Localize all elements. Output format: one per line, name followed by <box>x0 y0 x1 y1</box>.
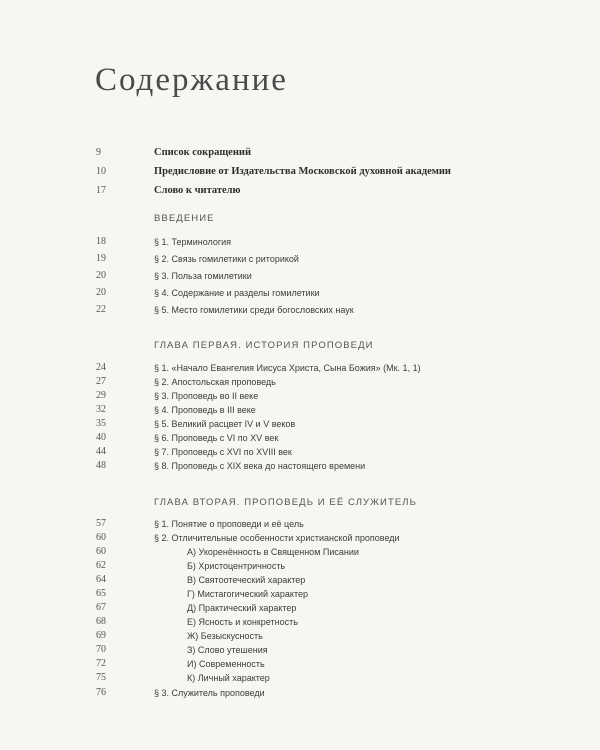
page-number: 35 <box>96 418 106 429</box>
entry-title: Слово к читателю <box>154 185 241 196</box>
entry-title: § 5. Место гомилетики среди богословских наук <box>154 305 354 315</box>
toc-entry <box>0 269 600 283</box>
entry-title: § 3. Проповедь во II веке <box>154 391 259 401</box>
page-number: 76 <box>96 687 106 698</box>
entry-title: § 2. Апостольская проповедь <box>154 377 276 387</box>
page-number: 72 <box>96 658 106 669</box>
entry-title: § 5. Великий расцвет IV и V веков <box>154 419 296 429</box>
page-number: 65 <box>96 588 106 599</box>
toc-subentry <box>0 587 600 601</box>
page-number: 67 <box>96 602 106 613</box>
entry-title: В) Святоотеческий характер <box>187 575 306 585</box>
page-number: 75 <box>96 672 106 683</box>
page-number: 24 <box>96 362 106 373</box>
toc-entry <box>0 686 600 700</box>
toc-entry <box>0 303 600 317</box>
toc-subentry <box>0 671 600 685</box>
entry-title: § 3. Служитель проповеди <box>154 688 265 698</box>
toc-entry <box>0 417 600 431</box>
page-number: 20 <box>96 287 106 298</box>
page-number: 18 <box>96 236 106 247</box>
section-heading-introduction: ВВЕДЕНИЕ <box>154 213 215 224</box>
entry-title: § 2. Связь гомилетики с риторикой <box>154 254 299 264</box>
page-number: 60 <box>96 546 106 557</box>
entry-title: Д) Практический характер <box>187 603 297 613</box>
entry-title: § 4. Проповедь в III веке <box>154 405 256 415</box>
toc-entry <box>0 286 600 300</box>
page-number: 27 <box>96 376 106 387</box>
page-number: 48 <box>96 460 106 471</box>
toc-subentry <box>0 601 600 615</box>
toc-subentry <box>0 657 600 671</box>
toc-entry <box>0 459 600 473</box>
toc-entry <box>0 361 600 375</box>
page-number: 70 <box>96 644 106 655</box>
page-number: 10 <box>96 166 106 177</box>
entry-title: И) Современность <box>187 659 265 669</box>
toc-subentry <box>0 643 600 657</box>
page-number: 20 <box>96 270 106 281</box>
entry-title: Б) Христоцентричность <box>187 561 286 571</box>
section-heading-chapter-1: ГЛАВА ПЕРВАЯ. ИСТОРИЯ ПРОПОВЕДИ <box>154 340 374 351</box>
entry-title: Предисловие от Издательства Московской духовной академии <box>154 166 451 177</box>
page-number: 32 <box>96 404 106 415</box>
entry-title: § 1. Понятие о проповеди и её цель <box>154 519 304 529</box>
page-number: 57 <box>96 518 106 529</box>
entry-title: З) Слово утешения <box>187 645 268 655</box>
toc-entry <box>0 403 600 417</box>
entry-title: Ж) Безыскусность <box>187 631 263 641</box>
page-number: 19 <box>96 253 106 264</box>
entry-title: Г) Мистагогический характер <box>187 589 308 599</box>
toc-subentry <box>0 615 600 629</box>
page-number: 64 <box>96 574 106 585</box>
entry-title: К) Личный характер <box>187 673 270 683</box>
page-number: 40 <box>96 432 106 443</box>
entry-title: Е) Ясность и конкретность <box>187 617 298 627</box>
page-number: 9 <box>96 147 101 158</box>
toc-entry <box>0 517 600 531</box>
entry-title: § 4. Содержание и разделы гомилетики <box>154 288 320 298</box>
entry-title: § 3. Польза гомилетики <box>154 271 252 281</box>
toc-subentry <box>0 573 600 587</box>
page-title: Содержание <box>95 62 288 98</box>
toc-entry <box>0 146 600 160</box>
toc-entry <box>0 252 600 266</box>
toc-entry <box>0 431 600 445</box>
toc-entry <box>0 375 600 389</box>
toc-subentry <box>0 545 600 559</box>
entry-title: А) Укоренённость в Священном Писании <box>187 547 359 557</box>
entry-title: § 7. Проповедь с XVI по XVIII век <box>154 447 292 457</box>
toc-entry <box>0 165 600 179</box>
entry-title: Список сокращений <box>154 147 251 158</box>
toc-entry <box>0 389 600 403</box>
toc-entry <box>0 531 600 545</box>
toc-entry <box>0 184 600 198</box>
entry-title: § 1. «Начало Евангелия Иисуса Христа, Сына Божия» (Мк. 1, 1) <box>154 363 421 373</box>
page-number: 69 <box>96 630 106 641</box>
entry-title: § 1. Терминология <box>154 237 232 247</box>
page-number: 22 <box>96 304 106 315</box>
entry-title: § 6. Проповедь с VI по XV век <box>154 433 279 443</box>
page-number: 44 <box>96 446 106 457</box>
toc-entry <box>0 235 600 249</box>
page-number: 60 <box>96 532 106 543</box>
page-number: 17 <box>96 185 106 196</box>
section-heading-chapter-2: ГЛАВА ВТОРАЯ. ПРОПОВЕДЬ И ЕЁ СЛУЖИТЕЛЬ <box>154 497 417 508</box>
toc-subentry <box>0 629 600 643</box>
toc-subentry <box>0 559 600 573</box>
page-number: 29 <box>96 390 106 401</box>
toc-entry <box>0 445 600 459</box>
page-number: 68 <box>96 616 106 627</box>
page-number: 62 <box>96 560 106 571</box>
entry-title: § 2. Отличительные особенности христианской проповеди <box>154 533 400 543</box>
entry-title: § 8. Проповедь с XIX века до настоящего времени <box>154 461 366 471</box>
